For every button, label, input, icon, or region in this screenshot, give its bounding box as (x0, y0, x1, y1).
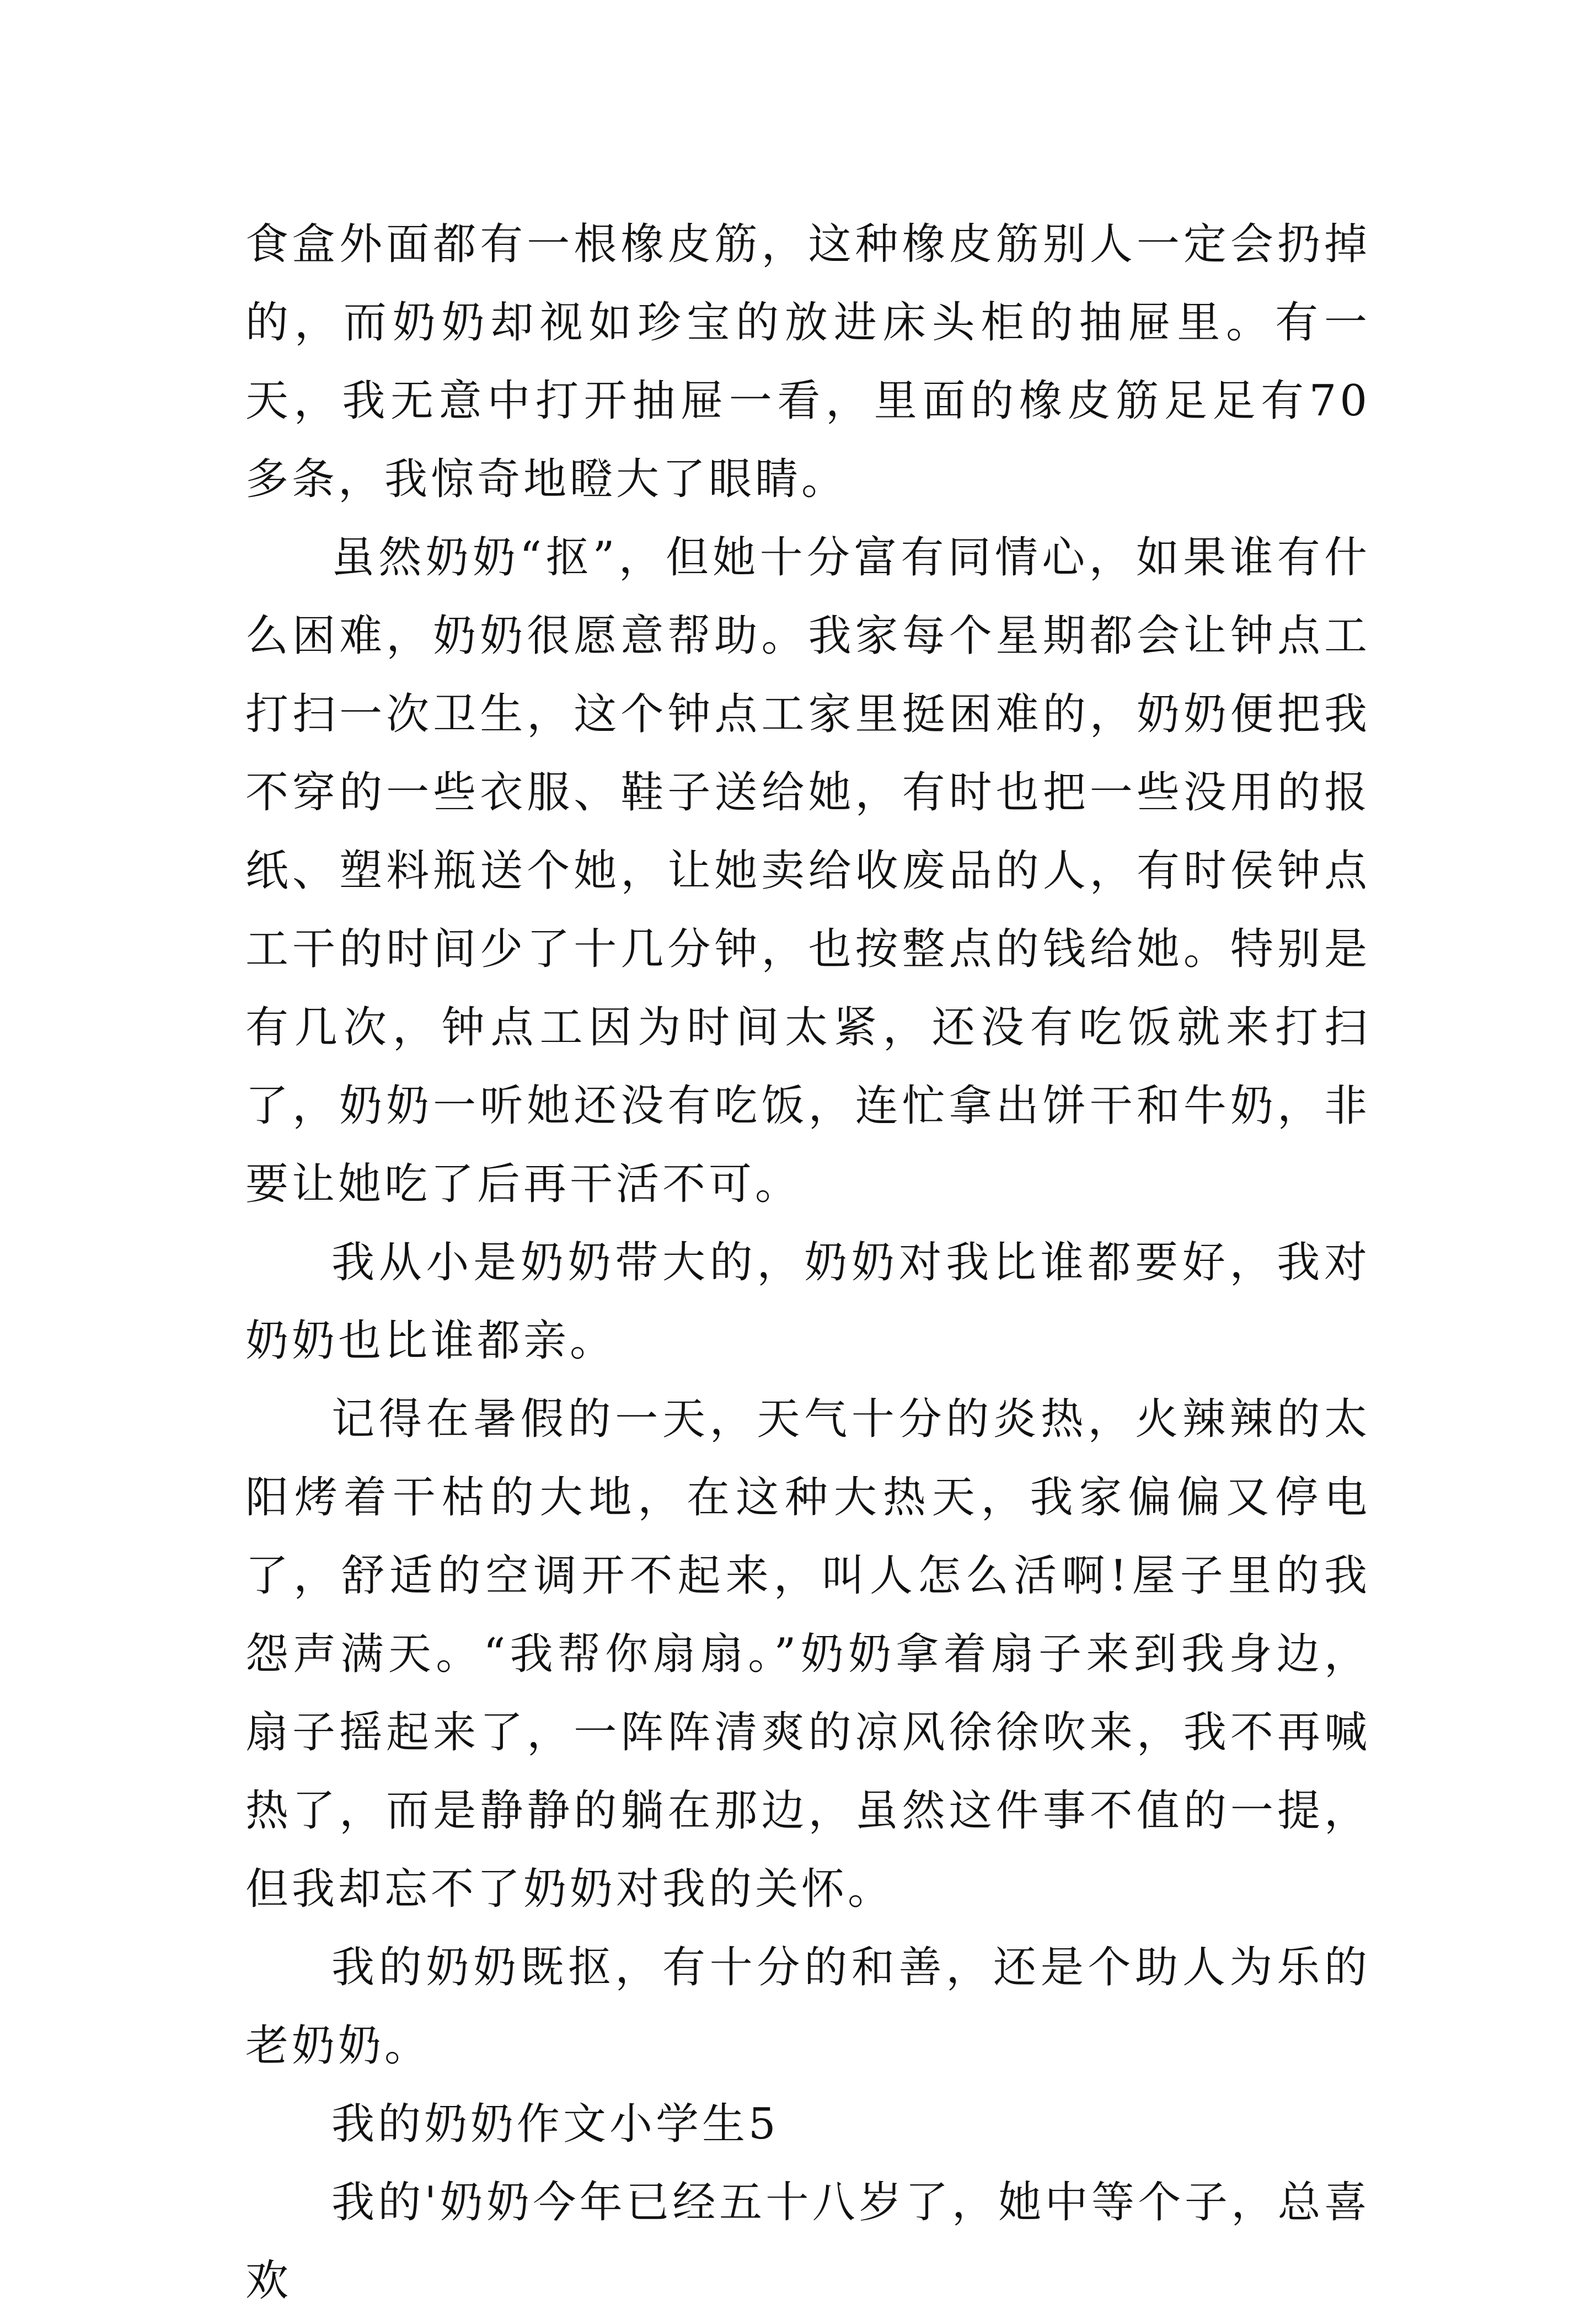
paragraph-5: 我的奶奶既抠，有十分的和善，还是个助人为乐的老奶奶。 (245, 1943, 1370, 2071)
paragraph-1: 食盒外面都有一根橡皮筋，这种橡皮筋别人一定会扔掉的，而奶奶却视如珍宝的放进床头柜的抽屉里。有一天，我无意中打开抽屉一看，里面的橡皮筋足足有70多条，我惊奇地瞪大了眼睛。 (245, 220, 1370, 504)
document-body (245, 205, 1370, 2320)
paragraph-2: 虽然奶奶“抠”，但她十分富有同情心，如果谁有什么困难，奶奶很愿意帮助。我家每个星期都会让钟点工打扫一次卫生，这个钟点工家里挺困难的，奶奶便把我不穿的一些衣服、鞋子送给她，有时也把一些没用的报纸、塑料瓶送个她，让她卖给收废品的人，有时侯钟点工干的时间少了十几分钟，也按整点的钱给她。特别是有几次，钟点工因为时间太紧，还没有吃饭就来打扫了，奶奶一听她还没有吃饭，连忙拿出饼干和牛奶，非要让她吃了后再干活不可。 (245, 533, 1370, 1209)
section-heading: 我的奶奶作文小学生5 (331, 2099, 779, 2149)
paragraph-3: 我从小是奶奶带大的，奶奶对我比谁都要好，我对奶奶也比谁都亲。 (245, 1238, 1370, 1366)
paragraph-6: 我的'奶奶今年已经五十八岁了，她中等个子，总喜欢 (245, 2178, 1370, 2306)
paragraph-4: 记得在暑假的一天，天气十分的炎热，火辣辣的太阳烤着干枯的大地，在这种大热天，我家偏偏又停电了，舒适的空调开不起来，叫人怎么活啊!屋子里的我怨声满天。“我帮你扇扇。”奶奶拿着扇子来到我身边，扇子摇起来了，一阵阵清爽的凉风徐徐吹来，我不再喊热了，而是静静的躺在那边，虽然这件事不值的一提，但我却忘不了奶奶对我的关怀。 (245, 1394, 1370, 1914)
